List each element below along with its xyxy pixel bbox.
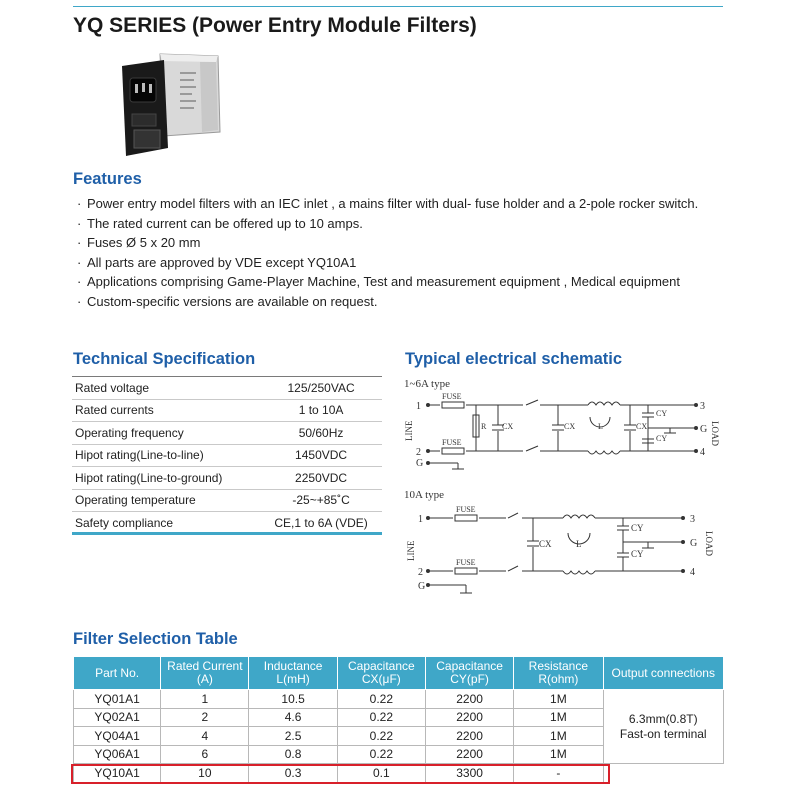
top-rule: [73, 6, 723, 7]
table-cell: 0.22: [337, 690, 425, 709]
table-cell: 2200: [425, 690, 513, 709]
spec-value: 50/60Hz: [260, 422, 382, 445]
spec-bottom-rule: [72, 532, 382, 535]
spec-row: [72, 489, 382, 512]
feature-item: · Power entry model filters with an IEC inlet , a mains filter with dual- fuse holder and a 2-pole rocker switch.: [77, 194, 737, 214]
cy-label: CY: [656, 409, 668, 418]
feature-item: · Fuses Ø 5 x 20 mm: [77, 233, 737, 253]
fuse-label: FUSE: [456, 558, 476, 567]
table-cell: 10.5: [249, 690, 337, 709]
line-label: LINE: [406, 540, 416, 561]
spec-label: Rated voltage: [72, 377, 260, 400]
output-line-1: 6.3mm(0.8T): [628, 711, 698, 726]
table-cell: 1M: [514, 745, 603, 764]
tech-spec-heading: Technical Specification: [73, 350, 256, 368]
feature-item: · All parts are approved by VDE except YQ10A1: [77, 253, 737, 273]
table-cell: 2200: [425, 745, 513, 764]
spec-label: Operating frequency: [72, 422, 260, 445]
table-cell: 1: [161, 690, 249, 709]
node-4-label: 4: [700, 447, 705, 458]
fuse-label: FUSE: [442, 392, 462, 401]
table-cell: 4: [161, 727, 249, 746]
node-3-label: 3: [700, 401, 705, 412]
table-cell: 1M: [514, 690, 603, 709]
table-cell: 4.6: [249, 708, 337, 727]
spec-label: Safety compliance: [72, 512, 260, 535]
table-cell: 0.1: [337, 764, 425, 783]
node-4-label: 4: [690, 567, 695, 578]
column-header: Capacitance CY(pF): [425, 657, 513, 690]
table-cell: 0.3: [249, 764, 337, 783]
page-title: YQ SERIES (Power Entry Module Filters): [73, 14, 477, 37]
schematic-type-1-label: 1~6A type: [404, 378, 450, 390]
fuse-label: FUSE: [442, 438, 462, 447]
feature-item: · Custom-specific versions are available on request.: [77, 292, 737, 312]
table-cell: YQ06A1: [74, 745, 161, 764]
spec-row: [72, 377, 382, 400]
spec-row: [72, 512, 382, 535]
spec-row: [72, 399, 382, 422]
feature-item: · Applications comprising Game-Player Machine, Test and measurement equipment , Medical equipment: [77, 272, 737, 292]
cx-label: CX: [636, 422, 648, 431]
inductor-label: L: [598, 422, 603, 431]
table-cell: 1M: [514, 708, 603, 727]
spec-label: Operating temperature: [72, 489, 260, 512]
fuse-label: FUSE: [456, 505, 476, 514]
table-cell: 0.22: [337, 708, 425, 727]
ground-label: G: [690, 538, 698, 549]
tech-spec-table: [72, 376, 382, 535]
node-1-label: 1: [418, 514, 423, 525]
cy-label: CY: [656, 434, 668, 443]
column-header: Part No.: [74, 657, 161, 690]
cy-label: CY: [631, 523, 644, 533]
features-list: [77, 194, 737, 311]
spec-value: 1450VDC: [260, 444, 382, 467]
spec-label: Hipot rating(Line-to-ground): [72, 467, 260, 490]
table-cell: 2.5: [249, 727, 337, 746]
features-heading: Features: [73, 170, 142, 188]
node-3-label: 3: [690, 514, 695, 525]
highlight-box: [71, 764, 610, 784]
ground-label: G: [416, 458, 424, 469]
spec-value: 2250VDC: [260, 467, 382, 490]
table-cell: YQ10A1: [74, 764, 161, 783]
cx-label: CX: [502, 422, 514, 431]
cx-label: CX: [564, 422, 576, 431]
table-cell: 1M: [514, 727, 603, 746]
spec-row: [72, 444, 382, 467]
table-cell: 3300: [425, 764, 513, 783]
table-cell: 0.22: [337, 727, 425, 746]
table-cell: YQ01A1: [74, 690, 161, 709]
spec-label: Hipot rating(Line-to-line): [72, 444, 260, 467]
load-label: LOAD: [710, 421, 720, 446]
node-1-label: 1: [416, 401, 421, 412]
load-label: LOAD: [704, 531, 714, 556]
column-header: Resistance R(ohm): [514, 657, 603, 690]
table-cell: -: [514, 764, 603, 783]
table-row: [74, 690, 724, 709]
inductor-label: L: [576, 539, 582, 549]
column-header: Inductance L(mH): [249, 657, 337, 690]
selection-table-heading: Filter Selection Table: [73, 630, 238, 648]
electrical-schematic: [398, 373, 728, 603]
schematic-heading: Typical electrical schematic: [405, 350, 623, 368]
spec-value: 1 to 10A: [260, 399, 382, 422]
output-connections-cell: [603, 690, 723, 764]
column-header: Output connections: [603, 657, 723, 690]
table-cell: 10: [161, 764, 249, 783]
spec-row: [72, 467, 382, 490]
column-header: Rated Current (A): [161, 657, 249, 690]
spec-label: Rated currents: [72, 399, 260, 422]
table-cell: YQ04A1: [74, 727, 161, 746]
cy-label: CY: [631, 549, 644, 559]
table-cell: 6: [161, 745, 249, 764]
empty-cell: [603, 764, 723, 783]
output-line-2: Fast-on terminal: [619, 726, 707, 741]
ground-label: G: [700, 424, 708, 435]
table-cell: YQ02A1: [74, 708, 161, 727]
table-cell: 2: [161, 708, 249, 727]
spec-value: -25~+85˚C: [260, 489, 382, 512]
resistor-label: R: [481, 422, 487, 431]
table-header-row: [74, 657, 724, 690]
table-cell: 0.8: [249, 745, 337, 764]
node-2-label: 2: [416, 447, 421, 458]
column-header: Capacitance CX(μF): [337, 657, 425, 690]
table-cell: 2200: [425, 708, 513, 727]
cx-label: CX: [539, 539, 552, 549]
line-label: LINE: [404, 420, 414, 441]
table-cell: 2200: [425, 727, 513, 746]
ground-label: G: [418, 581, 426, 592]
spec-row: [72, 422, 382, 445]
product-photo: [120, 52, 224, 160]
spec-value: CE,1 to 6A (VDE): [260, 512, 382, 535]
node-2-label: 2: [418, 567, 423, 578]
feature-item: · The rated current can be offered up to 10 amps.: [77, 214, 737, 234]
table-cell: 0.22: [337, 745, 425, 764]
spec-value: 125/250VAC: [260, 377, 382, 400]
schematic-type-2-label: 10A type: [404, 489, 445, 501]
